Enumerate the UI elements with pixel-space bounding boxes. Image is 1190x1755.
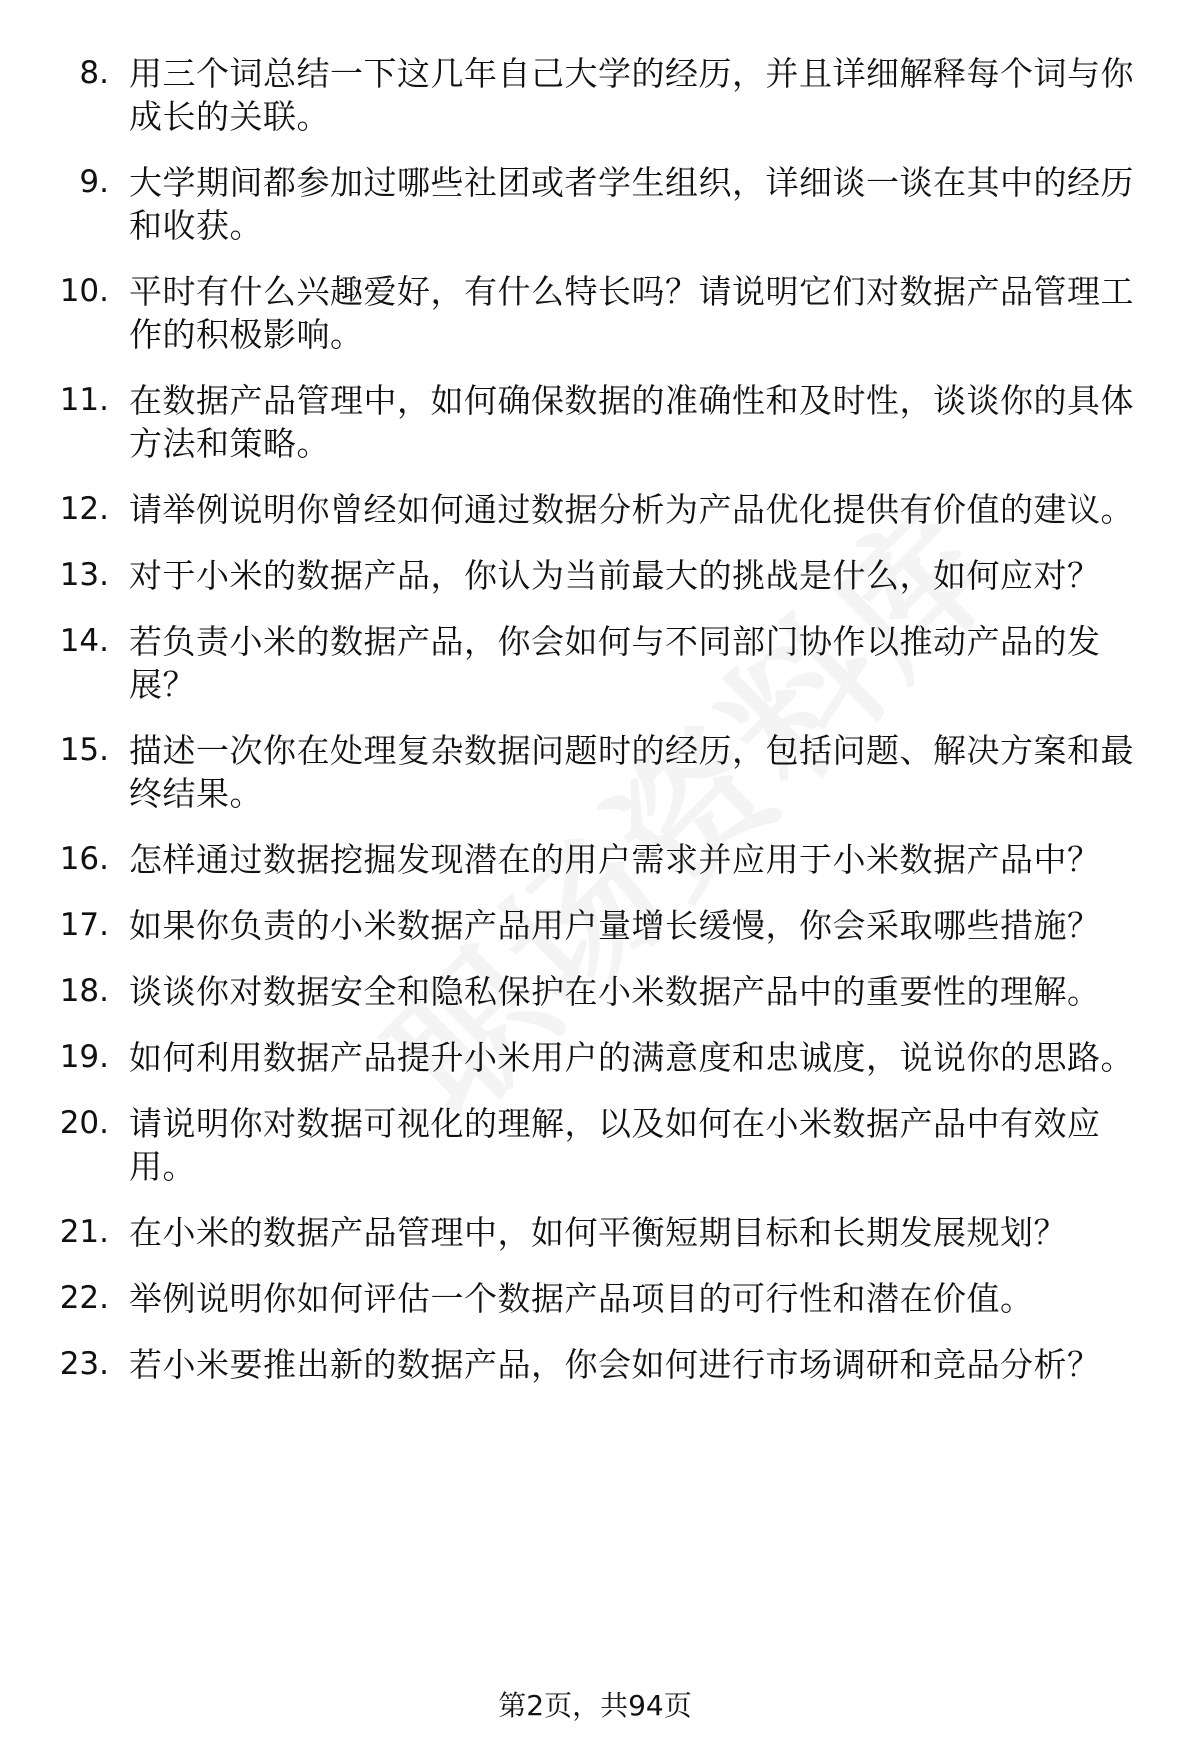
question-number: 18.: [59, 973, 109, 1009]
page-footer: 第2页，共94页: [498, 1689, 692, 1722]
list-item: [0, 970, 1190, 1013]
question-text: 请举例说明你曾经如何通过数据分析为产品优化提供有价值的建议。: [129, 490, 1134, 529]
list-item: [0, 1277, 1190, 1320]
question-number: 8.: [79, 55, 109, 91]
question-text: 请说明你对数据可视化的理解，以及如何在小米数据产品中有效应用。: [129, 1104, 1101, 1186]
question-text: 怎样通过数据挖掘发现潜在的用户需求并应用于小米数据产品中？: [129, 840, 1101, 879]
question-number: 23.: [59, 1346, 109, 1382]
question-text: 大学期间都参加过哪些社团或者学生组织，详细谈一谈在其中的经历和收获。: [129, 163, 1134, 245]
question-text: 对于小米的数据产品，你认为当前最大的挑战是什么，如何应对？: [129, 556, 1101, 595]
question-number: 13.: [59, 557, 109, 593]
question-text: 如果你负责的小米数据产品用户量增长缓慢，你会采取哪些措施？: [129, 906, 1101, 945]
list-item: [0, 620, 1190, 706]
question-number: 14.: [59, 623, 109, 659]
question-text: 在小米的数据产品管理中，如何平衡短期目标和长期发展规划？: [129, 1213, 1067, 1252]
list-item: [0, 270, 1190, 356]
question-text: 平时有什么兴趣爱好，有什么特长吗？请说明它们对数据产品管理工作的积极影响。: [129, 272, 1134, 354]
question-number: 12.: [59, 491, 109, 527]
list-item: [0, 729, 1190, 815]
list-item: [0, 904, 1190, 947]
list-item: [0, 1343, 1190, 1386]
question-number: 22.: [59, 1280, 109, 1316]
question-number: 11.: [59, 382, 109, 418]
list-item: [0, 1211, 1190, 1254]
question-number: 20.: [59, 1105, 109, 1141]
list-item: [0, 161, 1190, 247]
list-item: [0, 1102, 1190, 1188]
question-number: 16.: [59, 841, 109, 877]
question-number: 19.: [59, 1039, 109, 1075]
question-number: 21.: [59, 1214, 109, 1250]
question-text: 在数据产品管理中，如何确保数据的准确性和及时性，谈谈你的具体方法和策略。: [129, 381, 1134, 463]
list-item: [0, 838, 1190, 881]
question-number: 9.: [79, 164, 109, 200]
question-text: 若小米要推出新的数据产品，你会如何进行市场调研和竞品分析？: [129, 1345, 1101, 1384]
question-text: 描述一次你在处理复杂数据问题时的经历，包括问题、解决方案和最终结果。: [129, 731, 1134, 813]
question-text: 谈谈你对数据安全和隐私保护在小米数据产品中的重要性的理解。: [129, 972, 1101, 1011]
question-text: 如何利用数据产品提升小米用户的满意度和忠诚度，说说你的思路。: [129, 1038, 1134, 1077]
list-item: [0, 52, 1190, 138]
question-text: 举例说明你如何评估一个数据产品项目的可行性和潜在价值。: [129, 1279, 1034, 1318]
question-number: 15.: [59, 732, 109, 768]
list-item: [0, 1036, 1190, 1079]
question-text: 若负责小米的数据产品，你会如何与不同部门协作以推动产品的发展？: [129, 622, 1101, 704]
question-number: 10.: [59, 273, 109, 309]
question-list: [0, 52, 1190, 1409]
question-number: 17.: [59, 907, 109, 943]
question-text: 用三个词总结一下这几年自己大学的经历，并且详细解释每个词与你成长的关联。: [129, 54, 1134, 136]
list-item: [0, 488, 1190, 531]
list-item: [0, 554, 1190, 597]
list-item: [0, 379, 1190, 465]
